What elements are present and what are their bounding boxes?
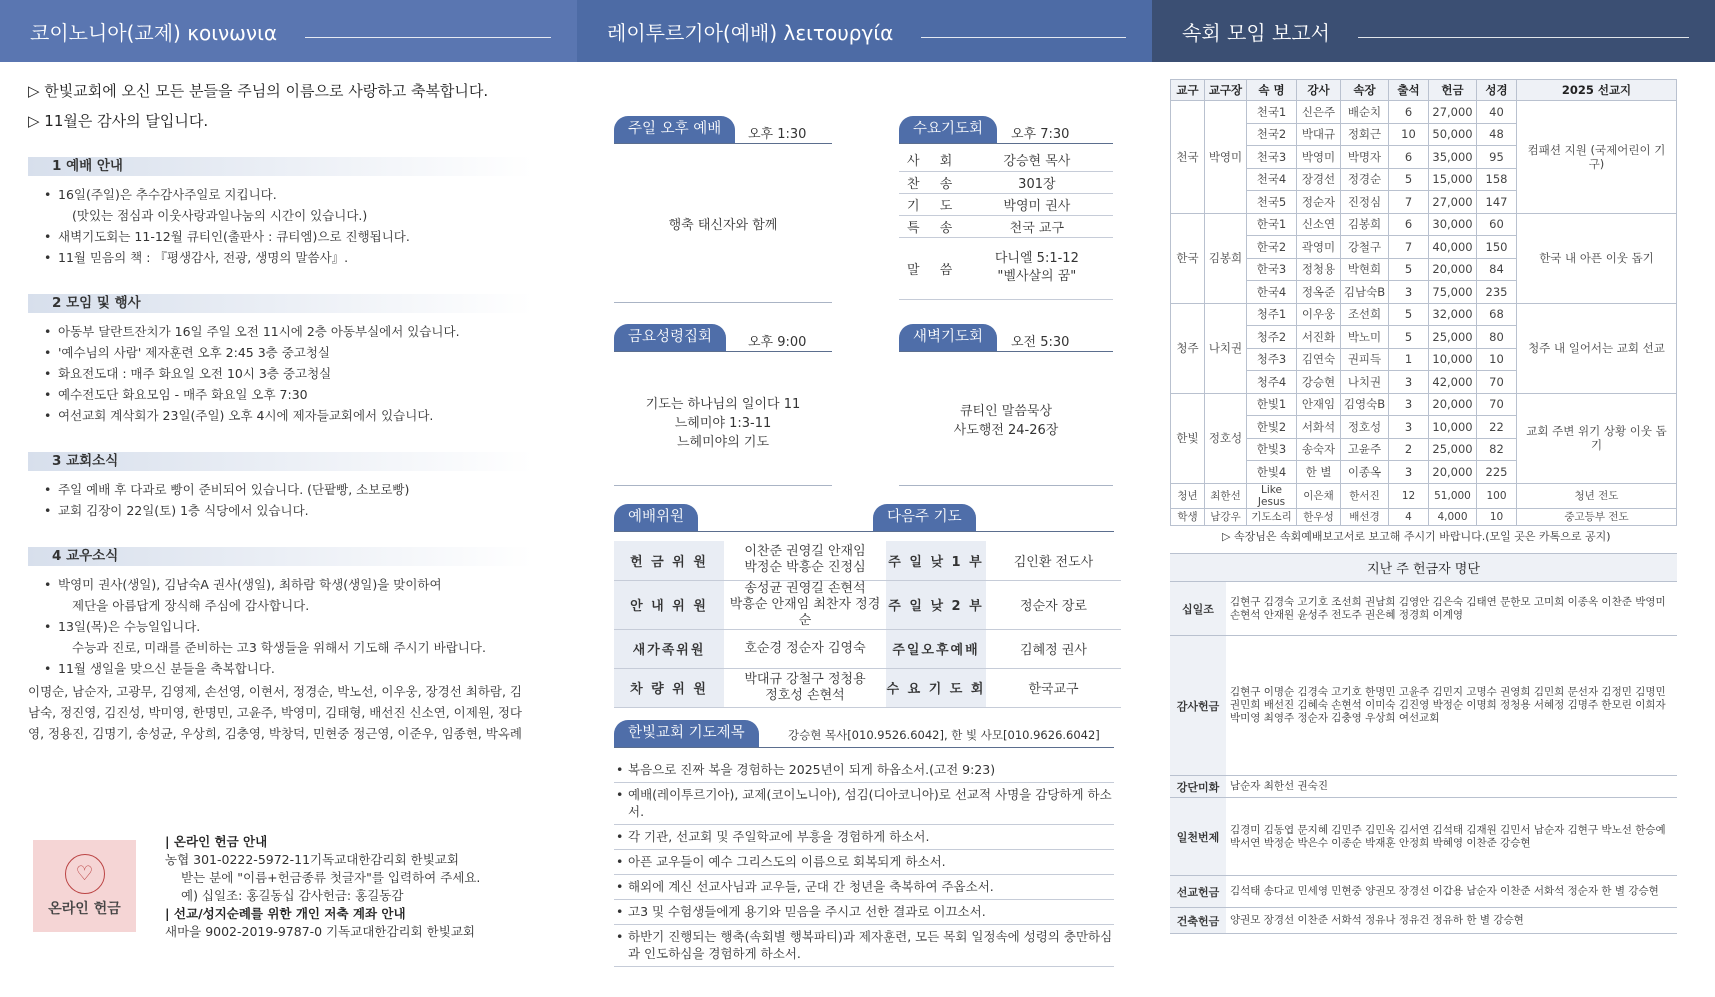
table-cell: 박명자 bbox=[1341, 146, 1389, 169]
table-row bbox=[1170, 908, 1677, 934]
sunday-pm-time: 오후 1:30 bbox=[748, 127, 807, 142]
table-cell: 장경선 bbox=[1297, 168, 1341, 191]
table-cell: 배선경 bbox=[1341, 508, 1389, 525]
leader-cell: 박영미 bbox=[1205, 101, 1247, 214]
online-offering-label: 온라인 헌금 bbox=[48, 901, 121, 917]
table-cell: 50,000 bbox=[1429, 123, 1477, 146]
table-cell: 147 bbox=[1477, 191, 1517, 214]
table-row bbox=[1170, 798, 1677, 876]
list-item: • 예수전도단 화요모임 - 매주 화요일 오후 7:30 bbox=[58, 384, 540, 405]
prayer-contact: 강승현 목사[010.9526.6042], 한 빛 사모[010.9626.6042] bbox=[788, 728, 1100, 742]
section-list bbox=[58, 574, 540, 679]
list-item: • 교회 김장이 22일(토) 1층 식당에서 있습니다. bbox=[58, 500, 540, 521]
table-cell: 70 bbox=[1477, 371, 1517, 394]
table-cell: 정청용 bbox=[1297, 258, 1341, 281]
table-cell: 한 별 bbox=[1297, 461, 1341, 484]
table-cell: 3 bbox=[1389, 281, 1429, 304]
table-cell: 6 bbox=[1389, 101, 1429, 124]
table-row bbox=[1171, 508, 1677, 525]
donor-names: 김경미 김동엽 문지혜 김민주 김민옥 김서연 김석태 김재원 김민서 남순자 김현구 박노선 한승예 박서연 박정순 박은수 이종순 박재훈 안정희 박혜영 이찬준 강승현 bbox=[1226, 798, 1677, 876]
dawn-content: 큐티인 말씀묵상 사도행전 24-26장 bbox=[953, 404, 1059, 438]
table-cell: 한빛2 bbox=[1247, 416, 1297, 439]
section-list bbox=[58, 184, 540, 268]
leader-cell: 정호성 bbox=[1205, 393, 1247, 483]
table-cell: 10,000 bbox=[1429, 416, 1477, 439]
table-cell: 51,000 bbox=[1429, 483, 1477, 508]
district-cell: 한빛 bbox=[1171, 393, 1205, 483]
donor-names: 김현구 이명순 김경숙 고기호 한명민 고윤주 김민지 고명수 권영희 김민희 문선자 김정민 김명민 권민희 배선진 김혜숙 손현석 이미숙 김진영 박정순 이명희 정청용 서혜정 김명주 한모린 이희자 박미영 최영주 정순자 김충영 우상희 여선교회 bbox=[1226, 636, 1677, 776]
table-row bbox=[1170, 776, 1677, 798]
table-cell: 정회근 bbox=[1341, 123, 1389, 146]
table-cell: 225 bbox=[1477, 461, 1517, 484]
list-item: • 새벽기도회는 11-12월 큐티인(출판사 : 큐티엠)으로 진행됩니다. bbox=[58, 226, 540, 247]
mission-cell: 교회 주변 위기 상황 이웃 돕기 bbox=[1517, 393, 1677, 483]
donor-category: 건축헌금 bbox=[1170, 908, 1226, 934]
wednesday-table: 사 회 강승현 목사 찬 송 301장 기 도 박영미 권사 특 송 천국 교구 말 씀 다니엘 5:1-12 "벨사살의 꿈" bbox=[899, 149, 1113, 300]
table-cell: 40,000 bbox=[1429, 236, 1477, 259]
table-cell: 청주3 bbox=[1247, 348, 1297, 371]
intro-line: ▷ 한빛교회에 오신 모든 분들을 주님의 이름으로 사랑하고 축복합니다. bbox=[28, 82, 489, 100]
wednesday-tag: 수요기도회 bbox=[899, 116, 997, 143]
prayer-list bbox=[614, 758, 1114, 967]
donor-names: 김석태 송다교 민세영 민현중 양권모 장경선 이갑용 남순자 이찬준 서화석 정순자 한 별 강승현 bbox=[1226, 876, 1677, 908]
table-cell: 20,000 bbox=[1429, 393, 1477, 416]
table-cell: 청주2 bbox=[1247, 326, 1297, 349]
table-cell: 25,000 bbox=[1429, 438, 1477, 461]
table-cell: 2 bbox=[1389, 438, 1429, 461]
section-title: 1 예배 안내 bbox=[28, 157, 533, 176]
list-item: • 11월 생일을 맞으신 분들을 축복합니다. bbox=[58, 658, 540, 679]
table-cell: 박노미 bbox=[1341, 326, 1389, 349]
table-cell: 3 bbox=[1389, 416, 1429, 439]
table-row: 헌 금 위 원 이찬준 권영길 안재임 박정순 박흥순 진정심 주 일 낮 1 부 김인환 전도사 bbox=[614, 541, 1121, 580]
leitourgia-header bbox=[577, 0, 1152, 62]
table-cell: 20,000 bbox=[1429, 258, 1477, 281]
list-item: • 11월 믿음의 책 : 『평생감사, 전광, 생명의 말씀사』. bbox=[58, 247, 540, 268]
table-cell: 천국2 bbox=[1247, 123, 1297, 146]
table-cell: 박대규 bbox=[1297, 123, 1341, 146]
table-row bbox=[1171, 483, 1677, 508]
table-cell: 권피득 bbox=[1341, 348, 1389, 371]
table-cell: 3 bbox=[1389, 393, 1429, 416]
table-cell: 천국3 bbox=[1247, 146, 1297, 169]
table-row bbox=[1170, 582, 1677, 636]
donor-category: 일천번제 bbox=[1170, 798, 1226, 876]
leader-cell: 나치권 bbox=[1205, 303, 1247, 393]
friday-tag: 금요성령집회 bbox=[614, 324, 726, 351]
table-cell: 이종옥 bbox=[1341, 461, 1389, 484]
list-item: • 해외에 계신 선교사님과 교우들, 군대 간 청년을 축복하여 주옵소서. bbox=[614, 875, 1114, 900]
table-cell: 김연숙 bbox=[1297, 348, 1341, 371]
table-cell: 서화석 bbox=[1297, 416, 1341, 439]
table-cell: 6 bbox=[1389, 213, 1429, 236]
table-cell: 신은주 bbox=[1297, 101, 1341, 124]
dawn-time: 오전 5:30 bbox=[1011, 335, 1070, 350]
table-cell: 고윤주 bbox=[1341, 438, 1389, 461]
table-cell: 10 bbox=[1389, 123, 1429, 146]
committee-tag: 예배위원 bbox=[614, 504, 698, 531]
section-title: 2 모임 및 행사 bbox=[28, 294, 533, 313]
table-cell: 27,000 bbox=[1429, 101, 1477, 124]
table-cell: 한서진 bbox=[1341, 483, 1389, 508]
table-cell: 30,000 bbox=[1429, 213, 1477, 236]
table-cell: 곽영미 bbox=[1297, 236, 1341, 259]
table-cell: 신소연 bbox=[1297, 213, 1341, 236]
district-cell: 청주 bbox=[1171, 303, 1205, 393]
table-cell: 5 bbox=[1389, 303, 1429, 326]
wednesday-time: 오후 7:30 bbox=[1011, 127, 1070, 142]
list-item: • '예수님의 사람' 제자훈련 오후 2:45 3층 중고청실 bbox=[58, 342, 540, 363]
table-cell: 10 bbox=[1477, 508, 1517, 525]
leitourgia-title: 레이투르기아(예배) λειτουργία bbox=[607, 20, 894, 45]
mission-cell: 한국 내 아픈 이웃 돕기 bbox=[1517, 213, 1677, 303]
donors-table: 지난 주 헌금자 명단 십일조 김현구 김경숙 고기호 조선희 권남희 김영안 김은숙 김태연 문한모 고미희 이종옥 이찬준 박영미 손현석 안재원 윤성주 전도주 권은혜 정경희 이계영 감사헌금 김현구 이명순 김경숙 고기호 한명민 고윤주 김민지 고명수 권영희 김민희 문선자 김정민 김명민 권민희 배선진 김혜숙 손현석 이미숙 김진영 박정순 이명희 정청용 서혜정 김명주 한모린 이희자 박미영 최영주 정순자 김충영 우상희 여선교회 강단미화 남순자 최한선 권숙진 일천번제 김경미 김동엽 문지혜 김민주 김민옥 김서연 김석태 김재원 김민서 남순자 김현구 박노선 한승예 박서연 박정순 박은수 이종순 박재훈 안정희 박혜영 이찬준 강승현 선교헌금 김석태 송다교 민세영 민현중 양권모 장경선 이갑용 남순자 이찬준 서화석 정순자 한 별 강승현 건축헌금 양권모 장경선 이찬준 서화석 정유나 정유건 정유하 한 별 강승현 bbox=[1170, 553, 1677, 934]
table-cell: 김남숙B bbox=[1341, 281, 1389, 304]
table-cell: 이우웅 bbox=[1297, 303, 1341, 326]
donor-category: 선교헌금 bbox=[1170, 876, 1226, 908]
table-cell: 80 bbox=[1477, 326, 1517, 349]
table-cell: 정순자 bbox=[1297, 191, 1341, 214]
table-cell: 32,000 bbox=[1429, 303, 1477, 326]
table-cell: 10 bbox=[1477, 348, 1517, 371]
table-cell: 48 bbox=[1477, 123, 1517, 146]
table-cell: 정경순 bbox=[1341, 168, 1389, 191]
table-cell: 한국3 bbox=[1247, 258, 1297, 281]
donor-category: 감사헌금 bbox=[1170, 636, 1226, 776]
list-item: • 13일(목)은 수능일입니다. 수능과 진로, 미래를 준비하는 고3 학생들을 위해서 기도해 주시기 바랍니다. bbox=[58, 616, 540, 658]
table-cell: 청년 전도 bbox=[1517, 483, 1677, 508]
sunday-pm-tag: 주일 오후 예배 bbox=[614, 116, 735, 143]
table-cell: 정옥준 bbox=[1297, 281, 1341, 304]
table-cell: 75,000 bbox=[1429, 281, 1477, 304]
table-cell: 서진화 bbox=[1297, 326, 1341, 349]
table-cell: 1 bbox=[1389, 348, 1429, 371]
table-cell: 조선희 bbox=[1341, 303, 1389, 326]
table-row: 안 내 위 원 송성균 권영길 손현석 박흥순 안재임 최찬자 정경순 주 일 낮 2 부 정순자 장로 bbox=[614, 580, 1121, 629]
donor-category: 강단미화 bbox=[1170, 776, 1226, 798]
table-row bbox=[1171, 303, 1677, 326]
table-cell: 5 bbox=[1389, 258, 1429, 281]
table-cell: 김봉희 bbox=[1341, 213, 1389, 236]
table-cell: 학생 bbox=[1171, 508, 1205, 525]
table-row bbox=[1170, 876, 1677, 908]
table-cell: 6 bbox=[1389, 146, 1429, 169]
table-cell: 배순치 bbox=[1341, 101, 1389, 124]
list-item: • 박영미 권사(생일), 김남숙A 권사(생일), 최하람 학생(생일)을 맞이하여 제단을 아름답게 장식해 주심에 감사합니다. bbox=[58, 574, 540, 616]
section-title: 3 교회소식 bbox=[28, 452, 533, 471]
leader-cell: 김봉희 bbox=[1205, 213, 1247, 303]
table-cell: 청주4 bbox=[1247, 371, 1297, 394]
table-cell: 5 bbox=[1389, 168, 1429, 191]
list-item: • 예배(레이투르기아), 교제(코이노니아), 섬김(디아코니아)로 선교적 사명을 감당하게 하소서. bbox=[614, 783, 1114, 825]
table-cell: 95 bbox=[1477, 146, 1517, 169]
intro-line: ▷ 11월은 감사의 달입니다. bbox=[28, 112, 209, 130]
online-offering-info: | 온라인 헌금 안내 농협 301-0222-5972-11기독교대한감리회 한빛교회 받는 분에 "이름+헌금종류 첫글자"를 입력하여 주세요. 예) 십일조: 홍길동십 감사헌금: 홍길동감 | 선교/성지순례를 위한 개인 저축 계좌 안내 새마을 9002-2019-9787-0 기독교대한감리회 한빛교회 bbox=[165, 834, 481, 939]
next-prayer-tag: 다음주 기도 bbox=[873, 504, 976, 531]
table-cell: 82 bbox=[1477, 438, 1517, 461]
table-cell: 나치권 bbox=[1341, 371, 1389, 394]
table-cell: 100 bbox=[1477, 483, 1517, 508]
section-list bbox=[58, 479, 540, 521]
table-row bbox=[1171, 101, 1677, 124]
heart-icon: ♡ bbox=[65, 854, 105, 894]
table-row bbox=[1171, 213, 1677, 236]
section-list bbox=[58, 321, 540, 426]
table-cell: 5 bbox=[1389, 326, 1429, 349]
table-cell: 27,000 bbox=[1429, 191, 1477, 214]
table-cell: 이은채 bbox=[1297, 483, 1341, 508]
sunday-pm-content: 행축 태신자와 함께 bbox=[668, 218, 778, 233]
table-cell: 한빛3 bbox=[1247, 438, 1297, 461]
table-cell: 한국2 bbox=[1247, 236, 1297, 259]
section-title: 4 교우소식 bbox=[28, 547, 533, 566]
koinonia-title: 코이노니아(교제) κοινωνια bbox=[30, 20, 278, 45]
dawn-tag: 새벽기도회 bbox=[899, 324, 997, 351]
table-cell: Like Jesus bbox=[1247, 483, 1297, 508]
donor-names: 김현구 김경숙 고기호 조선희 권남희 김영안 김은숙 김태연 문한모 고미희 이종옥 이찬준 박영미 손현석 안재원 윤성주 전도주 권은혜 정경희 이계영 bbox=[1226, 582, 1677, 636]
mission-cell: 청주 내 일어서는 교회 선교 bbox=[1517, 303, 1677, 393]
online-offering-badge bbox=[33, 840, 136, 932]
table-cell: 정호성 bbox=[1341, 416, 1389, 439]
table-cell: 진정심 bbox=[1341, 191, 1389, 214]
table-cell: 25,000 bbox=[1429, 326, 1477, 349]
donor-category: 십일조 bbox=[1170, 582, 1226, 636]
table-row: 차 량 위 원 박대규 강철구 정청용 정호성 손현석 수 요 기 도 회 한국교구 bbox=[614, 668, 1121, 707]
prayer-tag: 한빛교회 기도제목 bbox=[614, 720, 759, 747]
table-cell: 박현희 bbox=[1341, 258, 1389, 281]
table-cell: 한국4 bbox=[1247, 281, 1297, 304]
table-cell: 70 bbox=[1477, 393, 1517, 416]
table-cell: 천국5 bbox=[1247, 191, 1297, 214]
birthday-names: 이명순, 남순자, 고광무, 김영제, 손선영, 이현서, 정경순, 박노선, 이우웅, 장경선 최하람, 김남숙, 정진영, 김진성, 박미영, 한명민, 고윤주, 박영미, 김태형, 배선진 신소연, 이제원, 정다영, 정용진, 김명기, 송성균, 우상희, 김충영, 박창덕, 민현중 정근영, 이준우, 임종현, 박옥례 bbox=[28, 684, 522, 741]
table-cell: 강승현 bbox=[1297, 371, 1341, 394]
report-header bbox=[1152, 0, 1715, 62]
table-cell: 한빛4 bbox=[1247, 461, 1297, 484]
table-cell: 42,000 bbox=[1429, 371, 1477, 394]
table-cell: 12 bbox=[1389, 483, 1429, 508]
table-cell: 7 bbox=[1389, 236, 1429, 259]
list-item: • 각 기관, 선교회 및 주일학교에 부흥을 경험하게 하소서. bbox=[614, 825, 1114, 850]
koinonia-header bbox=[0, 0, 577, 62]
friday-content: 기도는 하나님의 일이다 11 느헤미야 1:3-11 느헤미야의 기도 bbox=[645, 397, 801, 450]
table-cell: 천국1 bbox=[1247, 101, 1297, 124]
friday-time: 오후 9:00 bbox=[748, 335, 807, 350]
table-cell: 안재임 bbox=[1297, 393, 1341, 416]
table-cell: 20,000 bbox=[1429, 461, 1477, 484]
report-note: ▷ 속장님은 속회예배보고서로 보고해 주시기 바랍니다.(모일 곳은 카톡으로 공지) bbox=[1222, 530, 1611, 543]
mission-cell: 컴패션 지원 (국제어린이 기구) bbox=[1517, 101, 1677, 214]
list-item: • 여선교회 계삭회가 23일(주일) 오후 4시에 제자들교회에서 있습니다. bbox=[58, 405, 540, 426]
table-cell: 60 bbox=[1477, 213, 1517, 236]
table-cell: 235 bbox=[1477, 281, 1517, 304]
district-cell: 천국 bbox=[1171, 101, 1205, 214]
table-row bbox=[1170, 636, 1677, 776]
table-cell: 김영숙B bbox=[1341, 393, 1389, 416]
list-item: • 화요전도대 : 매주 화요일 오전 10시 3층 중고청실 bbox=[58, 363, 540, 384]
table-cell: 청주1 bbox=[1247, 303, 1297, 326]
table-cell: 10,000 bbox=[1429, 348, 1477, 371]
table-cell: 천국4 bbox=[1247, 168, 1297, 191]
koinonia-column bbox=[28, 80, 540, 744]
list-item: • 주일 예배 후 다과로 빵이 준비되어 있습니다. (단팥빵, 소보로빵) bbox=[58, 479, 540, 500]
list-item: • 고3 및 수험생들에게 용기와 믿음을 주시고 선한 결과로 이끄소서. bbox=[614, 900, 1114, 925]
table-cell: 기도소리 bbox=[1247, 508, 1297, 525]
table-cell: 한국1 bbox=[1247, 213, 1297, 236]
list-item: • 복음으로 진짜 복을 경험하는 2025년이 되게 하옵소서.(고전 9:23) bbox=[614, 758, 1114, 783]
table-cell: 158 bbox=[1477, 168, 1517, 191]
table-cell: 최한선 bbox=[1205, 483, 1247, 508]
table-cell: 7 bbox=[1389, 191, 1429, 214]
table-cell: 84 bbox=[1477, 258, 1517, 281]
table-cell: 송숙자 bbox=[1297, 438, 1341, 461]
list-item: • 하반기 진행되는 행축(속회별 행복파티)과 제자훈련, 모든 목회 일정속에 성령의 충만하심과 인도하심을 경험하게 하소서. bbox=[614, 925, 1114, 967]
table-cell: 4,000 bbox=[1429, 508, 1477, 525]
table-cell: 남강우 bbox=[1205, 508, 1247, 525]
table-cell: 한우성 bbox=[1297, 508, 1341, 525]
table-cell: 청년 bbox=[1171, 483, 1205, 508]
table-cell: 3 bbox=[1389, 371, 1429, 394]
district-cell: 한국 bbox=[1171, 213, 1205, 303]
list-item: • 아픈 교우들이 예수 그리스도의 이름으로 회복되게 하소서. bbox=[614, 850, 1114, 875]
table-cell: 68 bbox=[1477, 303, 1517, 326]
table-cell: 35,000 bbox=[1429, 146, 1477, 169]
table-cell: 40 bbox=[1477, 101, 1517, 124]
table-cell: 150 bbox=[1477, 236, 1517, 259]
report-title: 속회 모임 보고서 bbox=[1182, 20, 1330, 45]
table-cell: 한빛1 bbox=[1247, 393, 1297, 416]
table-row: 새가족위원 호순경 정순자 김영숙 주일오후예배 김혜정 권사 bbox=[614, 629, 1121, 668]
donor-names: 남순자 최한선 권숙진 bbox=[1226, 776, 1677, 798]
table-cell: 박영미 bbox=[1297, 146, 1341, 169]
committee-table bbox=[614, 541, 1121, 708]
report-table: 교구 교구장 속 명 강사 속장 출석 헌금 성경 2025 선교지 천국 박영미 천국1 신은주 배순치 6 27,000 40 컴패션 지원 (국제어린이 기구) 천국2 박대규 정회근 10 50,000 48 천국3 박영미 박명자 6 35,000 95 천국4 장경선 정경순 5 15,000 158 천국5 정순자 진정심 7 27,000 147 한국 김봉희 한국1 신소연 김봉희 6 30,000 60 한국 내 아픈 이웃 돕기 한국2 곽영미 강철구 7 40,000 150 한국3 정청용 박현희 5 20,000 84 한국4 정옥준 김남숙B 3 75,000 235 청주 나치권 청주1 이우웅 조선희 5 32,000 68 청주 내 일어서는 교회 선교 청주2 서진화 박노미 5 25,000 80 청주3 김연숙 권피득 1 10,000 10 청주4 강승현 나치권 3 42,000 70 한빛 정호성 한빛1 안재임 김영숙B 3 20,000 70 교회 주변 위기 상황 이웃 돕기 한빛2 서화석 정호성 3 10,000 22 한빛3 송숙자 고윤주 2 25,000 82 한빛4 한 별 이종옥 3 20,000 225 청년 최한선 Like Jesus 이은채 한서진 12 51,000 100 청년 전도 학생 남강우 기도소리 한우성 배선경 4 4,000 10 중고등부 전도 bbox=[1170, 79, 1677, 526]
table-cell: 강철구 bbox=[1341, 236, 1389, 259]
table-cell: 4 bbox=[1389, 508, 1429, 525]
table-cell: 15,000 bbox=[1429, 168, 1477, 191]
table-cell: 3 bbox=[1389, 461, 1429, 484]
list-item: • 16일(주일)은 추수감사주일로 지킵니다. (맛있는 점심과 이웃사랑과일나눔의 시간이 있습니다.) bbox=[58, 184, 540, 226]
table-cell: 22 bbox=[1477, 416, 1517, 439]
table-cell: 중고등부 전도 bbox=[1517, 508, 1677, 525]
table-row bbox=[1171, 393, 1677, 416]
donor-names: 양권모 장경선 이찬준 서화석 정유나 정유건 정유하 한 별 강승현 bbox=[1226, 908, 1677, 934]
list-item: • 아동부 달란트잔치가 16일 주일 오전 11시에 2층 아동부실에서 있습니다. bbox=[58, 321, 540, 342]
